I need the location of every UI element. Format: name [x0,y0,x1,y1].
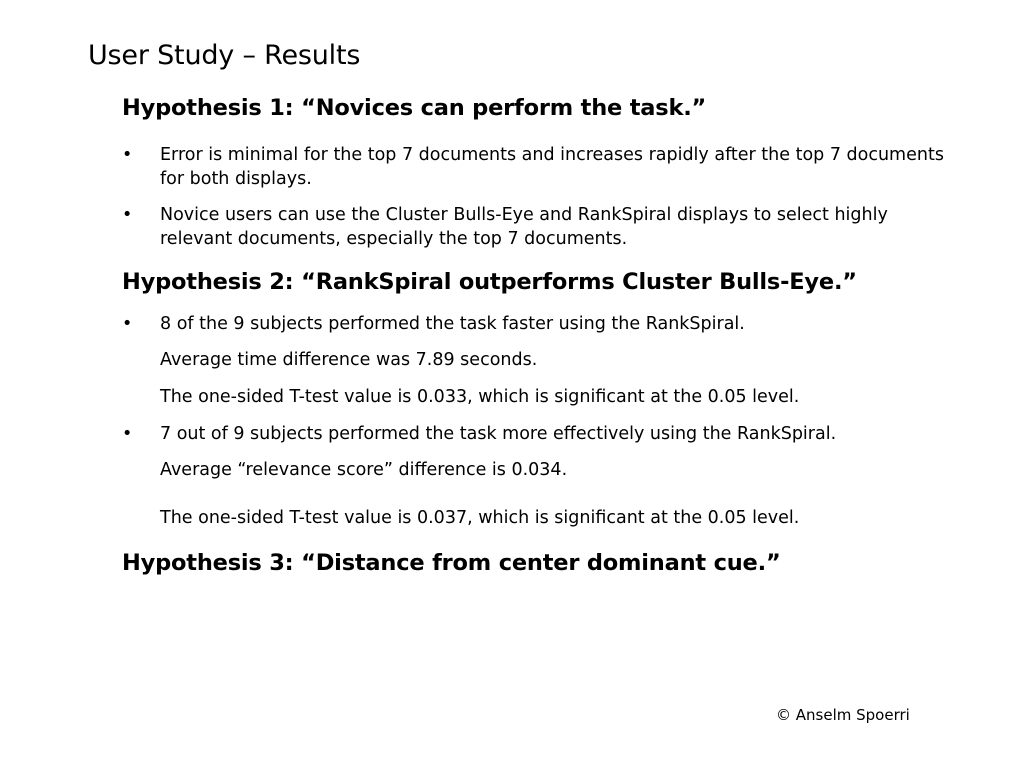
sub-point: The one-sided T-test value is 0.037, which is significant at the 0.05 level. [160,508,800,528]
bullet-item [122,203,942,251]
bullet-text: Error is minimal for the top 7 documents and increases rapidly after the top 7 documents for both displays. [160,145,944,189]
bullet-marker: • [122,205,133,225]
bullet-marker: • [122,145,133,165]
hypothesis-2-heading: Hypothesis 2: “RankSpiral outperforms Cluster Bulls-Eye.” [122,269,857,295]
bullet-marker: • [122,424,133,444]
bullet-text: 7 out of 9 subjects performed the task more effectively using the RankSpiral. [160,424,837,444]
slide-title: User Study – Results [88,40,361,71]
bullet-item [122,143,942,191]
bullet-text: 8 of the 9 subjects performed the task faster using the RankSpiral. [160,314,745,334]
bullet-marker: • [122,314,133,334]
bullet-text: Novice users can use the Cluster Bulls-Eye and RankSpiral displays to select highly relevant documents, especially the top 7 documents. [160,205,888,249]
sub-point: The one-sided T-test value is 0.033, which is significant at the 0.05 level. [160,387,800,407]
sub-point: Average time difference was 7.89 seconds. [160,350,538,370]
bullet-item [122,422,942,446]
bullet-item [122,312,942,336]
copyright-footer: © Anselm Spoerri [776,706,910,724]
sub-point: Average “relevance score” difference is 0.034. [160,460,568,480]
hypothesis-1-heading: Hypothesis 1: “Novices can perform the task.” [122,95,707,121]
hypothesis-3-heading: Hypothesis 3: “Distance from center dominant cue.” [122,550,781,576]
